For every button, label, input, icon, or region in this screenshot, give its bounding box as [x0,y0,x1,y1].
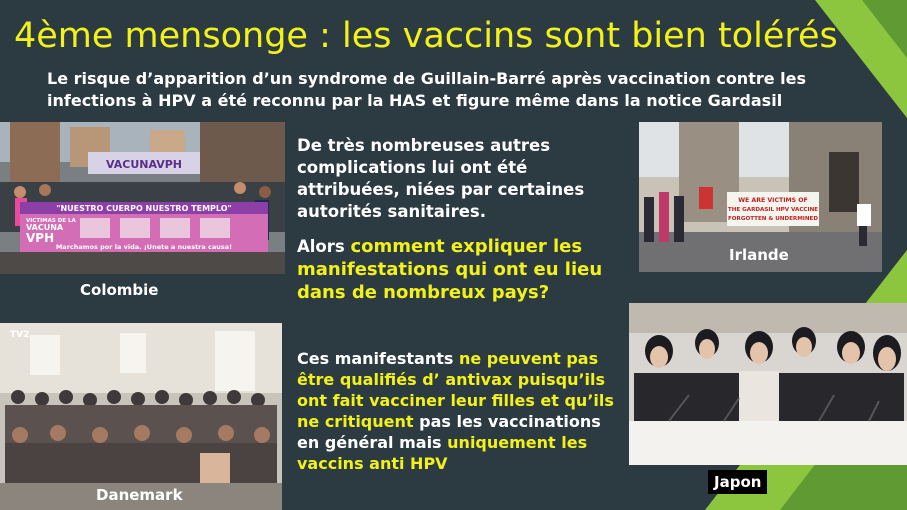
banner-top-text: VACUNAVPH [105,158,183,171]
caption-irlande: Irlande [729,246,789,264]
text-manifestants-highlight1: ne peuvent pas être qualifiés d’ antivax puisqu’ils ont fait vacciner leur filles et qu’ils ne critiquent [297,349,614,431]
text-manifestants-part1: Ces manifestants [297,349,459,368]
ireland-banner-line-3: FORGOTTEN & UNDERMINED [727,216,819,222]
ireland-banner-line-1: WE ARE VICTIMS OF [738,197,808,204]
text-manifestants-highlight2: uniquement les vaccins anti HPV [297,433,588,473]
caption-danemark: Danemark [96,486,183,504]
text-manifestations-highlight: comment expliquer les manifestations qui ont eu lieu dans de nombreux pays? [297,236,603,303]
banner-left-text-2: VACUNA [26,223,64,232]
ireland-banner-line-2: THE GARDASIL HPV VACCINE [727,207,819,213]
tv2-logo: TV2 [10,330,30,340]
text-complications: De très nombreuses autres complications lui ont été attribuées, niées par certaines autorités sanitaires. [297,136,585,221]
slide-subtitle: Le risque d’apparition d’un syndrome de Guillain-Barré après vaccination contre les infections à HPV a été reconnu par la HAS et figure même dans la notice Gardasil [47,69,807,110]
banner-bottom-text: Marchamos por la vida. ¡Unete a nuestra causa! [55,243,233,251]
banner-main-text: "NUESTRO CUERPO NUESTRO TEMPLO" [56,204,232,213]
text-manifestants-part2: pas les vaccinations en général mais [297,412,601,452]
caption-japon: Japon [708,470,767,494]
photo-japon [629,303,907,465]
caption-colombie: Colombie [80,281,159,299]
photo-danemark [0,323,282,510]
text-manifestations-lead: Alors [297,237,351,256]
banner-left-text-3: VPH [26,231,55,245]
text-manifestants [297,348,627,474]
slide-title: 4ème mensonge : les vaccins sont bien tolérés [14,16,838,56]
photo-colombie [0,122,285,274]
banner-left-text-1: VICTIMAS DE LA [26,218,76,224]
text-manifestations [297,235,627,304]
